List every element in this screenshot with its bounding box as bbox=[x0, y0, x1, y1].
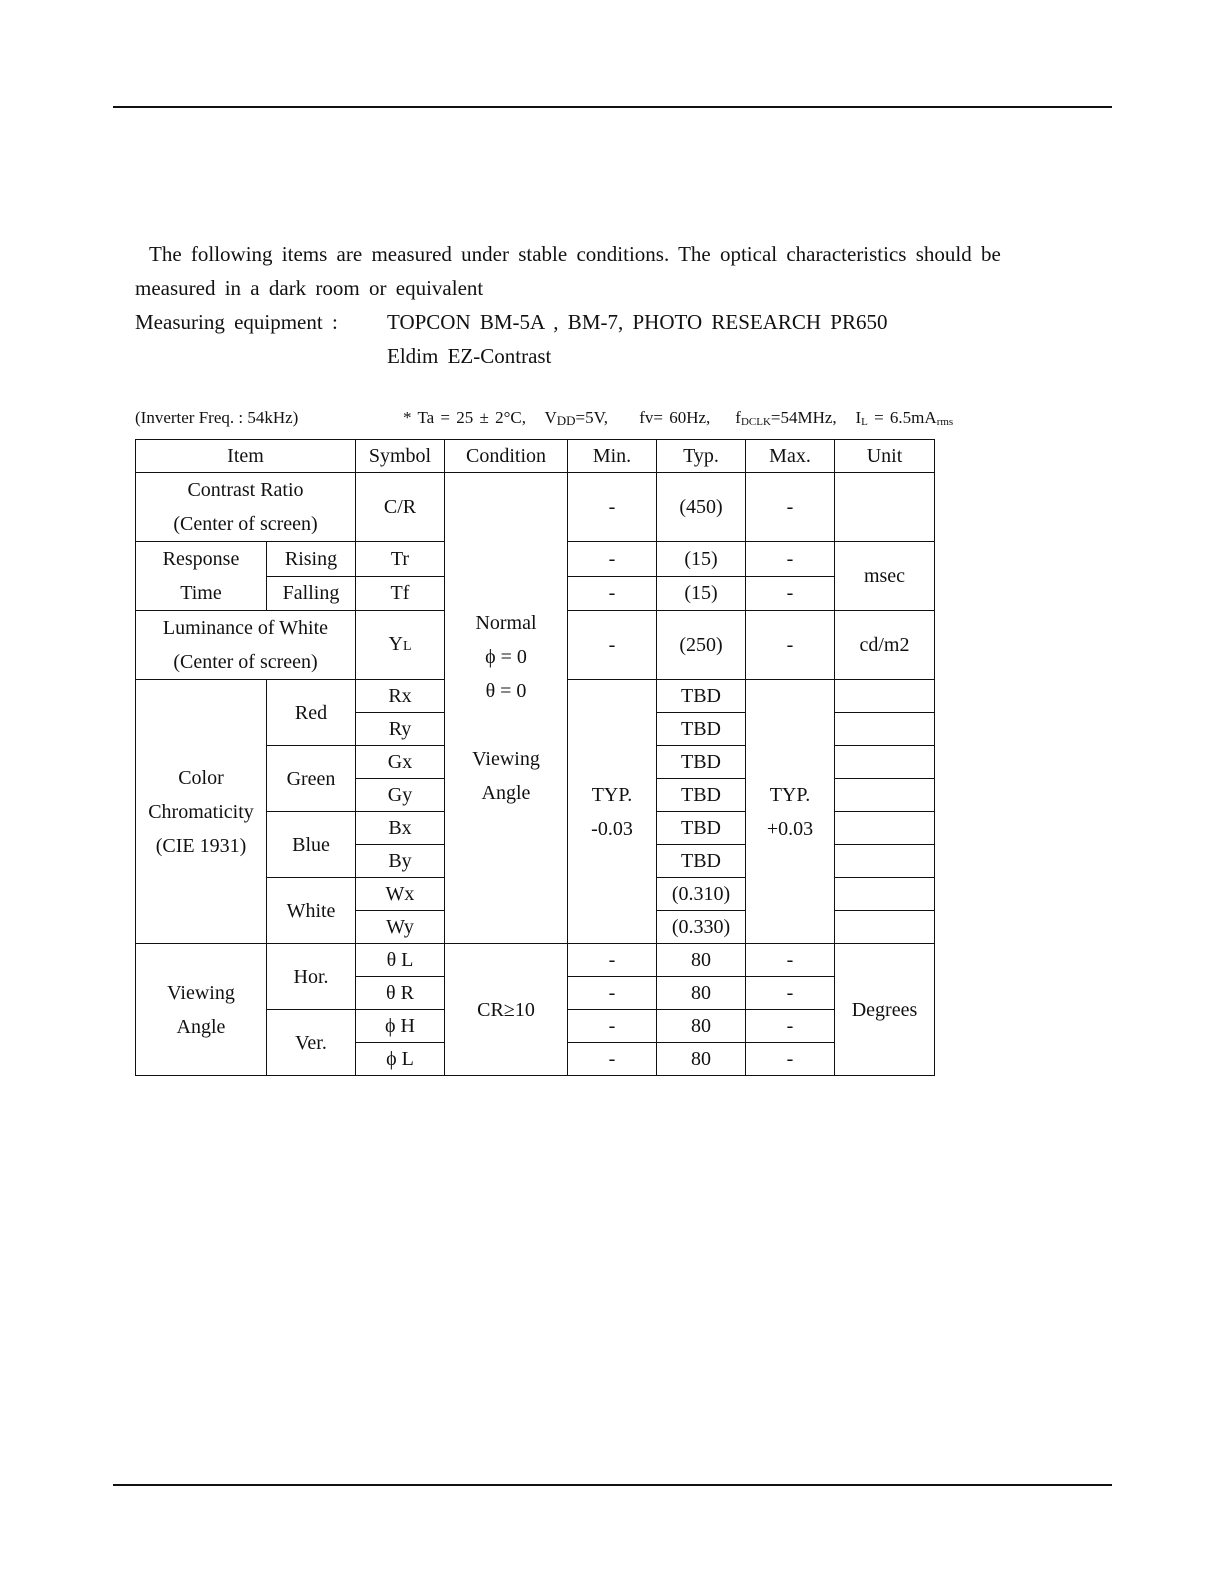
sub-green: Green bbox=[267, 746, 356, 812]
rx-unit bbox=[835, 680, 935, 713]
by-typ: TBD bbox=[657, 845, 746, 878]
chroma-min-line: TYP. bbox=[591, 783, 633, 806]
inverter-frequency: (Inverter Freq. : 54kHz) bbox=[135, 408, 299, 427]
response-unit: msec bbox=[835, 542, 935, 611]
chroma-max bbox=[746, 680, 835, 944]
vdd-value: =5V, bbox=[575, 408, 608, 427]
phi-h-max: - bbox=[746, 1010, 835, 1043]
intro-line-1: The following items are measured under stable conditions. The optical characteristics should be bbox=[149, 242, 1001, 266]
sub-red: Red bbox=[267, 680, 356, 746]
item-response-time bbox=[136, 542, 267, 611]
bx-unit bbox=[835, 812, 935, 845]
header-symbol: Symbol bbox=[356, 440, 445, 473]
sub-white: White bbox=[267, 878, 356, 944]
yl-typ: (250) bbox=[657, 611, 746, 680]
footer-rule bbox=[113, 1484, 1112, 1486]
gx-unit bbox=[835, 746, 935, 779]
tf-min: - bbox=[568, 576, 657, 611]
viewing-unit: Degrees bbox=[835, 944, 935, 1076]
il-sub: L bbox=[861, 416, 868, 428]
item-color-chromaticity bbox=[136, 680, 267, 944]
yl-unit: cd/m2 bbox=[835, 611, 935, 680]
symbol-phi-l: ϕ L bbox=[356, 1043, 445, 1076]
item-label: (CIE 1931) bbox=[155, 834, 247, 857]
fdclk-label: f bbox=[735, 408, 741, 427]
symbol-tf: Tf bbox=[356, 576, 445, 611]
header-typ: Typ. bbox=[657, 440, 746, 473]
phi-h-min: - bbox=[568, 1010, 657, 1043]
vdd-sub: DD bbox=[556, 413, 576, 428]
equipment-item: Eldim EZ-Contrast bbox=[387, 344, 552, 368]
chroma-min-line: -0.03 bbox=[591, 817, 633, 840]
optical-characteristics-table bbox=[135, 439, 935, 1076]
il-value: = 6.5mA bbox=[867, 408, 937, 427]
item-label: Contrast Ratio bbox=[187, 479, 304, 501]
fv-value: fv= 60Hz, bbox=[639, 408, 711, 427]
cr-min: - bbox=[568, 473, 657, 542]
symbol-gx: Gx bbox=[356, 746, 445, 779]
intro-line-2: measured in a dark room or equivalent bbox=[135, 276, 484, 300]
wy-unit bbox=[835, 911, 935, 944]
chroma-max-line: TYP. bbox=[769, 783, 811, 806]
wy-typ: (0.330) bbox=[657, 911, 746, 944]
table-row bbox=[136, 944, 935, 977]
condition-cr: CR≥10 bbox=[445, 944, 568, 1076]
item-label: Response bbox=[162, 548, 240, 570]
phi-l-min: - bbox=[568, 1043, 657, 1076]
fdclk-value: =54MHz, bbox=[770, 408, 837, 427]
header-max: Max. bbox=[746, 440, 835, 473]
ry-unit bbox=[835, 713, 935, 746]
gy-typ: TBD bbox=[657, 779, 746, 812]
gy-unit bbox=[835, 779, 935, 812]
item-label: (Center of screen) bbox=[173, 651, 318, 673]
symbol-theta-l: θ L bbox=[356, 944, 445, 977]
symbol-cr: C/R bbox=[356, 473, 445, 542]
phi-l-typ: 80 bbox=[657, 1043, 746, 1076]
yl-max: - bbox=[746, 611, 835, 680]
header-row bbox=[136, 440, 935, 473]
intro-text bbox=[135, 237, 1100, 373]
condition-line bbox=[445, 708, 567, 742]
by-unit bbox=[835, 845, 935, 878]
item-label: Angle bbox=[176, 1015, 226, 1038]
theta-r-max: - bbox=[746, 977, 835, 1010]
chroma-max-line: +0.03 bbox=[766, 817, 814, 840]
sub-horizontal: Hor. bbox=[267, 944, 356, 1010]
yl-min: - bbox=[568, 611, 657, 680]
header-condition: Condition bbox=[445, 440, 568, 473]
item-label: Viewing bbox=[167, 981, 235, 1004]
symbol-tr: Tr bbox=[356, 542, 445, 577]
tf-max: - bbox=[746, 576, 835, 611]
header-unit: Unit bbox=[835, 440, 935, 473]
symbol-wx: Wx bbox=[356, 878, 445, 911]
condition-normal bbox=[445, 473, 568, 944]
il-unit-sub: rms bbox=[936, 416, 954, 428]
tr-typ: (15) bbox=[657, 542, 746, 577]
symbol-by: By bbox=[356, 845, 445, 878]
equipment-item: TOPCON BM-5A , BM-7, PHOTO RESEARCH PR650 bbox=[387, 310, 888, 334]
cr-unit bbox=[835, 473, 935, 542]
tf-typ: (15) bbox=[657, 576, 746, 611]
ambient-conditions bbox=[403, 408, 953, 429]
header-min: Min. bbox=[568, 440, 657, 473]
theta-l-max: - bbox=[746, 944, 835, 977]
phi-h-typ: 80 bbox=[657, 1010, 746, 1043]
theta-r-typ: 80 bbox=[657, 977, 746, 1010]
condition-line: Normal bbox=[475, 612, 537, 634]
header-item: Item bbox=[136, 440, 356, 473]
wx-unit bbox=[835, 878, 935, 911]
symbol-phi-h: ϕ H bbox=[356, 1010, 445, 1043]
item-label: (Center of screen) bbox=[173, 513, 318, 535]
vdd-label: V bbox=[544, 408, 557, 427]
gx-typ: TBD bbox=[657, 746, 746, 779]
item-contrast-ratio bbox=[136, 473, 356, 542]
equipment-list bbox=[387, 305, 887, 373]
item-luminance bbox=[136, 611, 356, 680]
item-label: Time bbox=[180, 582, 222, 604]
equipment-row bbox=[135, 305, 1100, 373]
temperature: * Ta = 25 ± 2°C, bbox=[403, 408, 526, 427]
symbol-rx: Rx bbox=[356, 680, 445, 713]
tr-min: - bbox=[568, 542, 657, 577]
sub-falling: Falling bbox=[267, 576, 356, 611]
bx-typ: TBD bbox=[657, 812, 746, 845]
condition-line: θ = 0 bbox=[485, 680, 527, 702]
symbol-ry: Ry bbox=[356, 713, 445, 746]
chroma-min bbox=[568, 680, 657, 944]
symbol-bx: Bx bbox=[356, 812, 445, 845]
sub-rising: Rising bbox=[267, 542, 356, 577]
cr-max: - bbox=[746, 473, 835, 542]
il-label: I bbox=[855, 408, 862, 427]
wx-typ: (0.310) bbox=[657, 878, 746, 911]
sub-blue: Blue bbox=[267, 812, 356, 878]
item-viewing-angle bbox=[136, 944, 267, 1076]
cr-typ: (450) bbox=[657, 473, 746, 542]
equipment-label: Measuring equipment : bbox=[135, 310, 338, 334]
item-label: Luminance of White bbox=[162, 617, 329, 639]
item-label: Color bbox=[178, 766, 224, 789]
theta-l-typ: 80 bbox=[657, 944, 746, 977]
theta-l-min: - bbox=[568, 944, 657, 977]
fdclk-sub: DCLK bbox=[740, 416, 771, 428]
item-label: Chromaticity bbox=[148, 800, 254, 823]
symbol-sub: L bbox=[402, 638, 412, 654]
header-rule bbox=[113, 106, 1112, 108]
condition-line: Angle bbox=[481, 782, 531, 804]
ry-typ: TBD bbox=[657, 713, 746, 746]
symbol-wy: Wy bbox=[356, 911, 445, 944]
condition-line: Viewing bbox=[472, 748, 540, 770]
condition-line: ϕ = 0 bbox=[485, 646, 527, 668]
tr-max: - bbox=[746, 542, 835, 577]
sub-vertical: Ver. bbox=[267, 1010, 356, 1076]
theta-r-min: - bbox=[568, 977, 657, 1010]
symbol-yl bbox=[356, 611, 445, 680]
symbol-gy: Gy bbox=[356, 779, 445, 812]
symbol-theta-r: θ R bbox=[356, 977, 445, 1010]
phi-l-max: - bbox=[746, 1043, 835, 1076]
symbol-main: Y bbox=[388, 632, 403, 655]
rx-typ: TBD bbox=[657, 680, 746, 713]
